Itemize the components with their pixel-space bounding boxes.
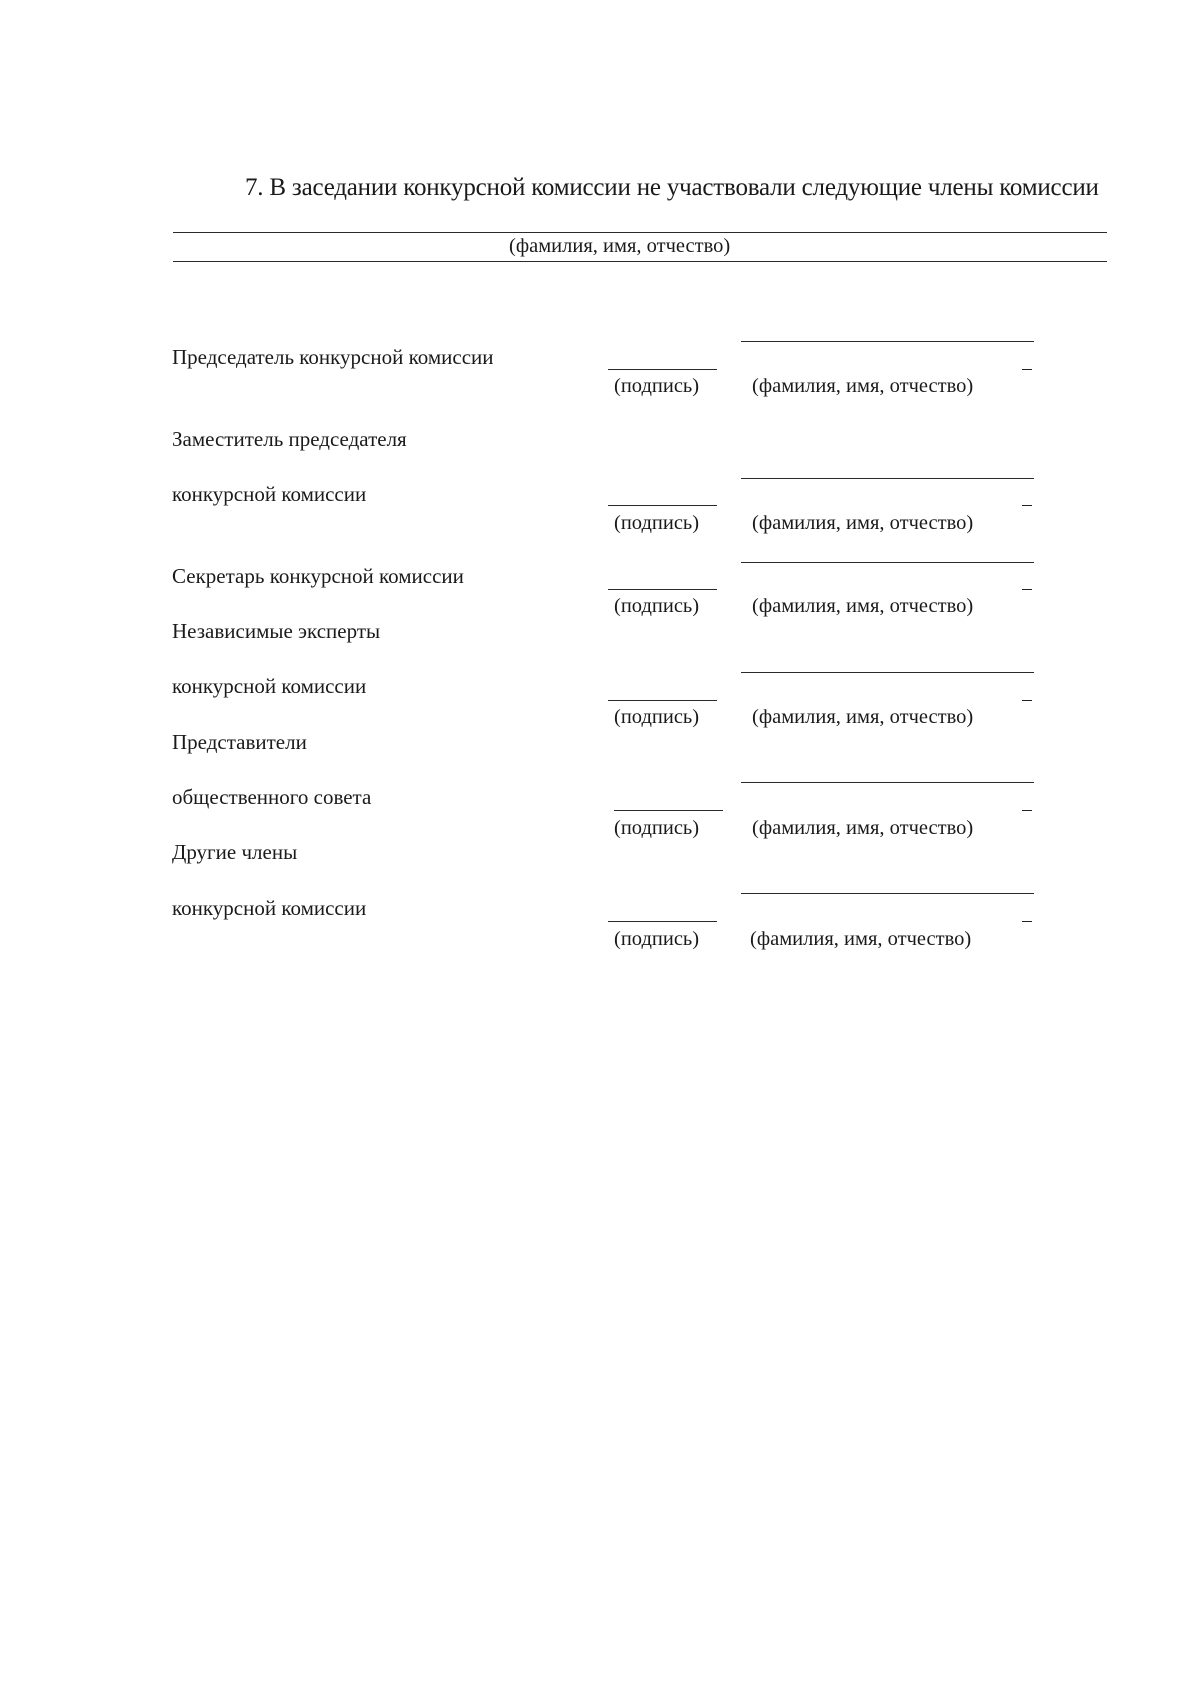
- secretary-signature-caption: (подпись): [614, 595, 700, 617]
- deputy-dash: [1022, 505, 1032, 506]
- role-deputy-line-1: Заместитель председателя: [172, 427, 407, 451]
- experts-name-line: [741, 672, 1034, 673]
- role-experts-line-1: Независимые эксперты: [172, 619, 381, 643]
- public-signature-line: [614, 810, 723, 811]
- other-name-caption: (фамилия, имя, отчество): [750, 928, 972, 950]
- absent-members-line-1: [173, 232, 1107, 233]
- other-signature-caption: (подпись): [614, 928, 700, 950]
- role-chair: Председатель конкурсной комиссии: [172, 345, 494, 369]
- experts-dash: [1022, 700, 1032, 701]
- other-dash: [1022, 921, 1032, 922]
- secretary-name-caption: (фамилия, имя, отчество): [752, 595, 974, 617]
- deputy-signature-line: [608, 505, 717, 506]
- absent-members-caption: (фамилия, имя, отчество): [509, 235, 731, 257]
- role-public-line-1: Представители: [172, 730, 307, 754]
- secretary-name-line: [741, 562, 1034, 563]
- public-dash: [1022, 810, 1032, 811]
- role-other-line-1: Другие члены: [172, 840, 298, 864]
- public-name-line: [741, 782, 1034, 783]
- chair-name-caption: (фамилия, имя, отчество): [752, 375, 974, 397]
- experts-signature-caption: (подпись): [614, 706, 700, 728]
- deputy-signature-caption: (подпись): [614, 512, 700, 534]
- role-deputy-line-2: конкурсной комиссии: [172, 482, 367, 506]
- role-experts-line-2: конкурсной комиссии: [172, 674, 367, 698]
- other-name-line: [741, 893, 1034, 894]
- other-signature-line: [608, 921, 717, 922]
- public-signature-caption: (подпись): [614, 817, 700, 839]
- public-name-caption: (фамилия, имя, отчество): [752, 817, 974, 839]
- role-public-line-2: общественного совета: [172, 785, 372, 809]
- chair-dash: [1022, 369, 1032, 370]
- secretary-dash: [1022, 589, 1032, 590]
- chair-signature-caption: (подпись): [614, 375, 700, 397]
- experts-signature-line: [608, 700, 717, 701]
- experts-name-caption: (фамилия, имя, отчество): [752, 706, 974, 728]
- secretary-signature-line: [608, 589, 717, 590]
- deputy-name-line: [741, 478, 1034, 479]
- absent-members-line-2: [173, 261, 1107, 262]
- section-heading: 7. В заседании конкурсной комиссии не участвовали следующие члены комиссии: [245, 174, 1099, 201]
- deputy-name-caption: (фамилия, имя, отчество): [752, 512, 974, 534]
- chair-signature-line: [608, 369, 717, 370]
- role-secretary: Секретарь конкурсной комиссии: [172, 564, 464, 588]
- chair-name-line: [741, 341, 1034, 342]
- role-other-line-2: конкурсной комиссии: [172, 896, 367, 920]
